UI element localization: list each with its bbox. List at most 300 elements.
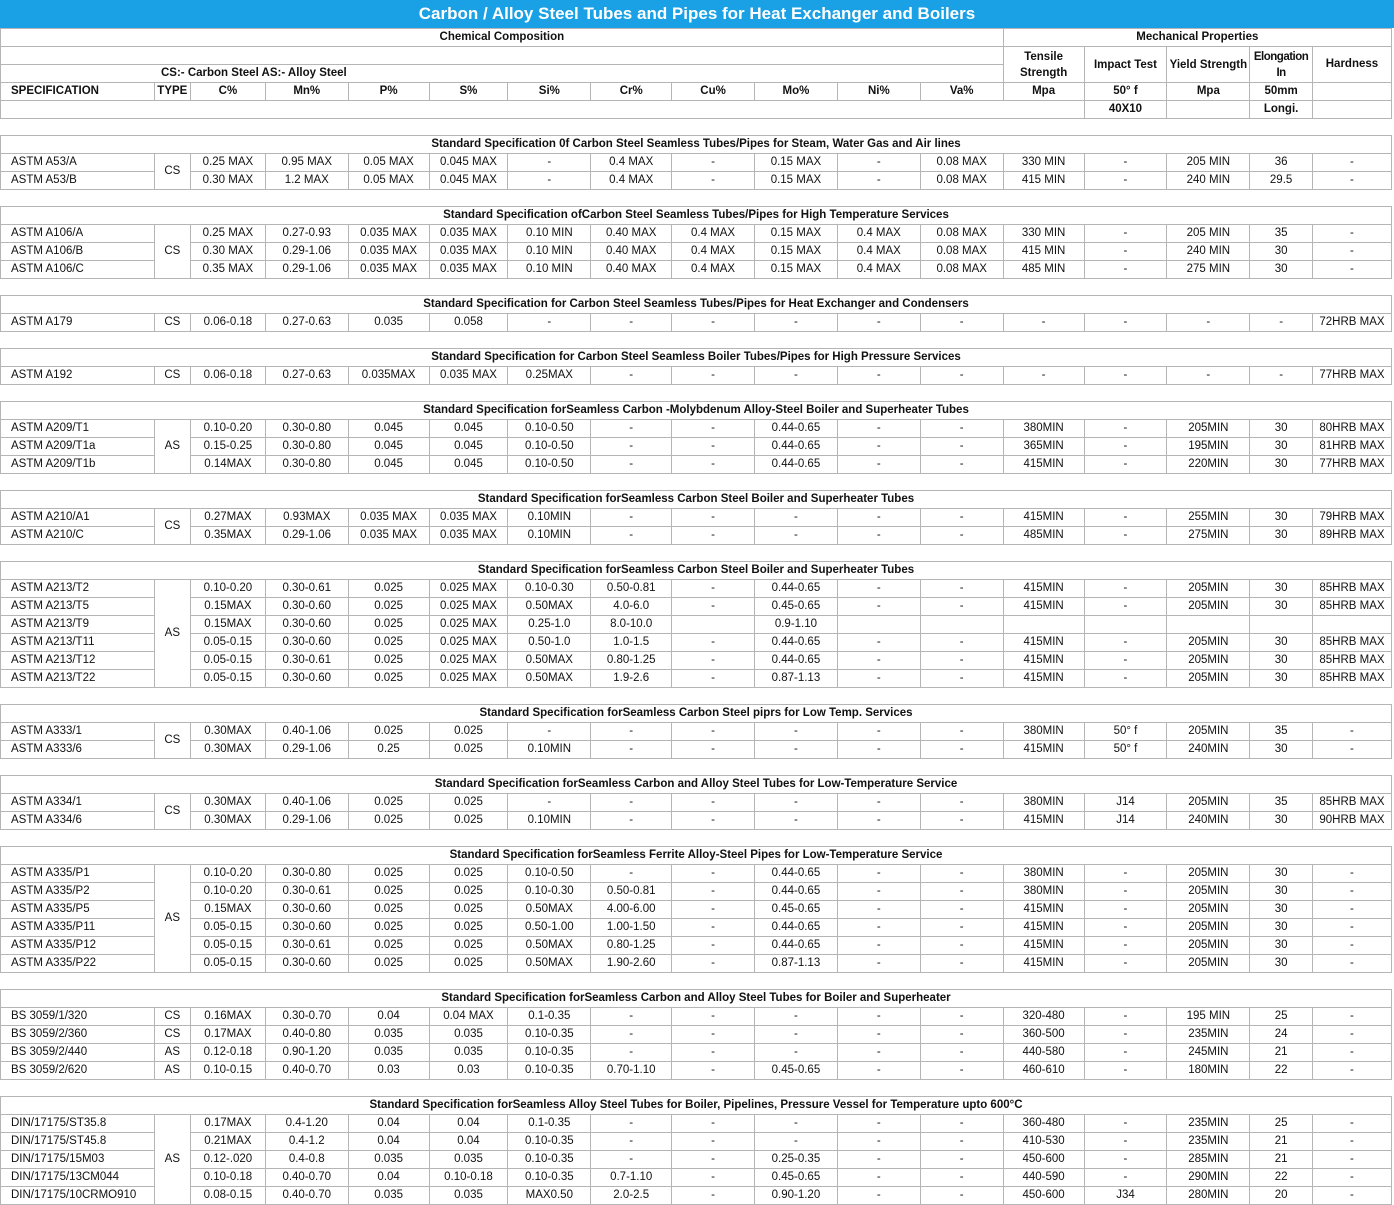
section-title: Standard Specification for Carbon Steel Seamless Boiler Tubes/Pipes for High Pressure Services — [1, 349, 1392, 367]
data-cell: - — [920, 1026, 1003, 1044]
data-cell: 0.29-1.06 — [265, 527, 348, 545]
data-cell: 4.0-6.0 — [591, 598, 672, 616]
data-cell: - — [920, 1044, 1003, 1062]
table-row — [1, 1044, 1392, 1062]
spec-name: ASTM A213/T2 — [1, 580, 155, 598]
data-cell: - — [1312, 172, 1391, 190]
data-cell: - — [920, 937, 1003, 955]
gap-cell — [1, 385, 1392, 402]
data-cell: - — [837, 937, 920, 955]
data-cell: - — [837, 527, 920, 545]
data-cell: 0.08 MAX — [920, 243, 1003, 261]
data-cell: - — [1312, 154, 1391, 172]
data-cell: 0.08 MAX — [920, 261, 1003, 279]
data-cell: 0.45-0.65 — [755, 1062, 838, 1080]
data-cell: 24 — [1250, 1026, 1313, 1044]
data-cell: - — [837, 580, 920, 598]
data-cell: 77HRB MAX — [1312, 367, 1391, 385]
data-cell: 0.025 MAX — [429, 652, 508, 670]
data-cell: - — [1084, 1151, 1167, 1169]
data-cell: - — [672, 1062, 755, 1080]
data-cell: 85HRB MAX — [1312, 598, 1391, 616]
data-cell: 30 — [1250, 598, 1313, 616]
data-cell: 0.15MAX — [191, 616, 266, 634]
data-cell: 0.10-0.18 — [429, 1169, 508, 1187]
data-cell: - — [591, 314, 672, 332]
data-cell: - — [1084, 865, 1167, 883]
data-cell: - — [1084, 243, 1167, 261]
data-cell: 320-480 — [1003, 1008, 1084, 1026]
data-cell: 0.35 MAX — [191, 261, 266, 279]
type-cell — [154, 314, 190, 332]
data-cell: - — [672, 865, 755, 883]
data-cell: - — [591, 1026, 672, 1044]
data-cell: 0.50-1.00 — [508, 919, 591, 937]
data-cell: - — [837, 670, 920, 688]
data-cell: - — [837, 741, 920, 759]
data-cell: 30 — [1250, 919, 1313, 937]
data-cell: 20 — [1250, 1187, 1313, 1205]
data-cell: 30 — [1250, 580, 1313, 598]
data-cell: - — [1084, 580, 1167, 598]
column-header: 50° f — [1084, 83, 1167, 101]
data-cell: - — [1312, 1115, 1391, 1133]
data-cell: 195MIN — [1167, 438, 1250, 456]
data-cell: 365MIN — [1003, 438, 1084, 456]
data-cell: 0.035 — [429, 1151, 508, 1169]
data-cell: - — [591, 1115, 672, 1133]
data-cell: - — [920, 865, 1003, 883]
section-title: Standard Specification forSeamless Alloy Steel Tubes for Boiler, Pipelines, Pressure Vessel for Temperature upto 600°C — [1, 1097, 1392, 1115]
data-cell: - — [672, 580, 755, 598]
column-header: Va% — [920, 83, 1003, 101]
data-cell: 0.15-0.25 — [191, 438, 266, 456]
data-cell: 0.04 — [348, 1169, 429, 1187]
data-cell: 0.045 — [429, 438, 508, 456]
data-cell: 290MIN — [1167, 1169, 1250, 1187]
data-cell: 0.90-1.20 — [755, 1187, 838, 1205]
data-cell: 0.4 MAX — [837, 243, 920, 261]
data-cell: 0.50MAX — [508, 937, 591, 955]
spec-name: DIN/17175/ST35.8 — [1, 1115, 155, 1133]
section-title-row — [1, 990, 1392, 1008]
data-cell: 0.025 — [429, 919, 508, 937]
data-cell: 0.10-0.35 — [508, 1044, 591, 1062]
data-cell: - — [508, 794, 591, 812]
data-cell: 0.30-0.60 — [265, 919, 348, 937]
data-cell: 0.10-0.30 — [508, 580, 591, 598]
data-cell: - — [672, 456, 755, 474]
data-cell: 205MIN — [1167, 901, 1250, 919]
data-cell: 4.00-6.00 — [591, 901, 672, 919]
table-row — [1, 723, 1392, 741]
data-cell: 0.035 MAX — [348, 261, 429, 279]
section-title-row — [1, 562, 1392, 580]
data-cell: 440-580 — [1003, 1044, 1084, 1062]
data-cell: 30 — [1250, 812, 1313, 830]
data-cell: 0.045 — [348, 420, 429, 438]
data-cell: 0.10-0.30 — [508, 883, 591, 901]
data-cell: - — [837, 1133, 920, 1151]
data-cell: - — [755, 1008, 838, 1026]
data-cell: - — [755, 794, 838, 812]
section-gap — [1, 119, 1392, 136]
data-cell: 0.05-0.15 — [191, 670, 266, 688]
data-cell: 0.70-1.10 — [591, 1062, 672, 1080]
data-cell: 0.29-1.06 — [265, 261, 348, 279]
column-header-spacer — [1312, 83, 1391, 101]
data-cell: 0.30-0.60 — [265, 901, 348, 919]
data-cell: 0.27-0.93 — [265, 225, 348, 243]
data-cell: - — [591, 1151, 672, 1169]
column-header: SPECIFICATION — [1, 83, 155, 101]
header-row-1 — [1, 29, 1392, 47]
data-cell: - — [920, 456, 1003, 474]
data-cell: 0.04 — [348, 1115, 429, 1133]
data-cell: 0.08-0.15 — [191, 1187, 266, 1205]
table-row — [1, 1026, 1392, 1044]
data-cell: CS — [154, 1008, 190, 1026]
data-cell: 0.44-0.65 — [755, 865, 838, 883]
section-title-row — [1, 847, 1392, 865]
data-cell: AS — [154, 1062, 190, 1080]
header-row-5 — [1, 101, 1392, 119]
data-cell: 415MIN — [1003, 741, 1084, 759]
data-cell: 0.50MAX — [508, 652, 591, 670]
type-label: AS — [164, 440, 180, 452]
tensile-strength-header: Tensile Strength — [1003, 47, 1084, 83]
data-cell: - — [1084, 1133, 1167, 1151]
gap-cell — [1, 973, 1392, 990]
column-header: TYPE — [154, 83, 190, 101]
data-cell: - — [672, 509, 755, 527]
data-cell: 0.03 — [429, 1062, 508, 1080]
data-cell: - — [591, 367, 672, 385]
data-cell: 0.035 MAX — [348, 509, 429, 527]
gap-cell — [1, 545, 1392, 562]
table-row — [1, 741, 1392, 759]
data-cell: 0.30-0.60 — [265, 598, 348, 616]
data-cell: 30 — [1250, 527, 1313, 545]
data-cell: 415MIN — [1003, 456, 1084, 474]
data-cell: 0.03 — [348, 1062, 429, 1080]
data-cell: 85HRB MAX — [1312, 580, 1391, 598]
data-cell: 0.025 — [348, 937, 429, 955]
section-title: Standard Specification ofCarbon Steel Seamless Tubes/Pipes for High Temperature Services — [1, 207, 1392, 225]
data-cell: 30 — [1250, 243, 1313, 261]
data-cell: 8.0-10.0 — [591, 616, 672, 634]
data-cell: - — [1003, 367, 1084, 385]
data-cell: 30 — [1250, 509, 1313, 527]
data-cell: - — [837, 598, 920, 616]
data-cell: 0.50-0.81 — [591, 580, 672, 598]
data-cell: - — [920, 634, 1003, 652]
data-cell: 0.06-0.18 — [191, 367, 266, 385]
data-cell: 235MIN — [1167, 1133, 1250, 1151]
data-cell: 0.4 MAX — [672, 243, 755, 261]
yield-strength-header: Yield Strength — [1167, 47, 1250, 83]
data-cell: - — [672, 598, 755, 616]
data-cell: 0.045 — [429, 456, 508, 474]
data-cell: 0.27-0.63 — [265, 367, 348, 385]
data-cell: 0.035MAX — [348, 367, 429, 385]
data-cell: 0.44-0.65 — [755, 420, 838, 438]
data-cell: 460-610 — [1003, 1062, 1084, 1080]
data-cell: - — [920, 1187, 1003, 1205]
data-cell: - — [1312, 937, 1391, 955]
data-cell: 205 MIN — [1167, 154, 1250, 172]
data-cell: 30 — [1250, 670, 1313, 688]
data-cell: 0.05-0.15 — [191, 919, 266, 937]
data-cell: 0.25 MAX — [191, 154, 266, 172]
data-cell: 415MIN — [1003, 901, 1084, 919]
data-cell: 85HRB MAX — [1312, 670, 1391, 688]
data-cell: 35 — [1250, 794, 1313, 812]
data-cell: 0.4 MAX — [837, 261, 920, 279]
data-cell: - — [837, 172, 920, 190]
data-cell — [672, 616, 755, 634]
data-cell: 0.10-0.35 — [508, 1062, 591, 1080]
data-cell: 380MIN — [1003, 420, 1084, 438]
data-cell: - — [672, 1133, 755, 1151]
spec-name: ASTM A213/T5 — [1, 598, 155, 616]
section-title-row — [1, 402, 1392, 420]
data-cell: - — [591, 527, 672, 545]
section-gap — [1, 688, 1392, 705]
data-cell: 275 MIN — [1167, 261, 1250, 279]
data-cell: 30 — [1250, 883, 1313, 901]
data-cell: 22 — [1250, 1062, 1313, 1080]
spec-name: ASTM A333/1 — [1, 723, 155, 741]
data-cell: - — [672, 527, 755, 545]
data-cell: 0.25 — [348, 741, 429, 759]
data-cell: 485 MIN — [1003, 261, 1084, 279]
section-gap — [1, 332, 1392, 349]
data-cell: - — [920, 883, 1003, 901]
data-cell: - — [1312, 261, 1391, 279]
data-cell: 0.10-0.50 — [508, 420, 591, 438]
impact-size-label: 40X10 — [1084, 101, 1167, 119]
data-cell: 0.40-1.06 — [265, 723, 348, 741]
data-cell: 205MIN — [1167, 580, 1250, 598]
data-cell: 0.17MAX — [191, 1115, 266, 1133]
data-cell: 240 MIN — [1167, 172, 1250, 190]
spec-name: ASTM A334/1 — [1, 794, 155, 812]
data-cell: 0.025 — [429, 901, 508, 919]
data-cell: - — [920, 1151, 1003, 1169]
data-cell: 0.025 — [348, 865, 429, 883]
type-legend: CS:- Carbon Steel AS:- Alloy Steel — [1, 65, 1004, 83]
data-cell: - — [837, 420, 920, 438]
type-label: AS — [164, 627, 180, 639]
data-cell: 0.06-0.18 — [191, 314, 266, 332]
data-cell: J34 — [1084, 1187, 1167, 1205]
data-cell: - — [920, 919, 1003, 937]
data-cell: 0.15 MAX — [755, 243, 838, 261]
data-cell: 0.25MAX — [508, 367, 591, 385]
type-label: CS — [164, 369, 181, 381]
spec-name: ASTM A334/6 — [1, 812, 155, 830]
elongation-direction-label: Longi. — [1250, 101, 1313, 119]
data-cell: 0.4 MAX — [672, 261, 755, 279]
data-cell: 0.12-0.18 — [191, 1044, 266, 1062]
data-cell: - — [837, 1044, 920, 1062]
section-title-row — [1, 1097, 1392, 1115]
data-cell: 0.025 MAX — [429, 616, 508, 634]
column-header: C% — [191, 83, 266, 101]
data-cell: 0.05-0.15 — [191, 937, 266, 955]
section-title: Standard Specification forSeamless Ferrite Alloy-Steel Pipes for Low-Temperature Service — [1, 847, 1392, 865]
table-row — [1, 1115, 1392, 1133]
data-cell: - — [1084, 652, 1167, 670]
type-label: CS — [164, 165, 181, 177]
data-cell: 380MIN — [1003, 865, 1084, 883]
column-header: Si% — [508, 83, 591, 101]
data-cell: - — [1084, 456, 1167, 474]
data-cell: 0.44-0.65 — [755, 438, 838, 456]
data-cell: 0.025 — [348, 634, 429, 652]
data-cell: 0.4 MAX — [837, 225, 920, 243]
data-cell: 0.05-0.15 — [191, 652, 266, 670]
table-row — [1, 367, 1392, 385]
data-cell: 0.025 — [348, 616, 429, 634]
data-cell: - — [1084, 367, 1167, 385]
data-cell: 0.44-0.65 — [755, 580, 838, 598]
type-cell — [154, 580, 190, 688]
data-cell: - — [1084, 154, 1167, 172]
data-cell: 0.10-0.50 — [508, 456, 591, 474]
data-cell: - — [1084, 1062, 1167, 1080]
column-header: P% — [348, 83, 429, 101]
data-cell: - — [920, 527, 1003, 545]
type-label: CS — [164, 520, 181, 532]
table-row — [1, 527, 1392, 545]
spec-name: ASTM A106/A — [1, 225, 155, 243]
data-cell: - — [1312, 919, 1391, 937]
data-cell: - — [672, 1026, 755, 1044]
data-cell: 0.30MAX — [191, 794, 266, 812]
data-cell: 35 — [1250, 723, 1313, 741]
data-cell: J14 — [1084, 794, 1167, 812]
data-cell: - — [920, 955, 1003, 973]
data-cell: - — [1084, 1115, 1167, 1133]
data-cell: - — [837, 438, 920, 456]
data-cell: - — [591, 794, 672, 812]
table-row — [1, 261, 1392, 279]
data-cell: J14 — [1084, 812, 1167, 830]
type-cell — [154, 1115, 190, 1205]
type-label: AS — [164, 912, 180, 924]
table-row — [1, 937, 1392, 955]
data-cell: 0.4 MAX — [672, 225, 755, 243]
data-cell: - — [1084, 509, 1167, 527]
spec-name: DIN/17175/15M03 — [1, 1151, 155, 1169]
data-cell: 205MIN — [1167, 670, 1250, 688]
table-row — [1, 172, 1392, 190]
data-cell: 50° f — [1084, 723, 1167, 741]
table-row — [1, 1169, 1392, 1187]
section-title: Standard Specification for Carbon Steel Seamless Tubes/Pipes for Heat Exchanger and Condensers — [1, 296, 1392, 314]
data-cell: - — [672, 1044, 755, 1062]
data-cell: 0.035 — [429, 1187, 508, 1205]
data-cell: 0.4 MAX — [591, 154, 672, 172]
data-cell: 0.035 MAX — [348, 225, 429, 243]
data-cell: 0.05 MAX — [348, 154, 429, 172]
data-cell: 0.30-0.60 — [265, 670, 348, 688]
data-cell: - — [1312, 1151, 1391, 1169]
data-cell: 0.10-0.18 — [191, 1169, 266, 1187]
data-cell: 25 — [1250, 1115, 1313, 1133]
column-header: S% — [429, 83, 508, 101]
data-cell: 0.035 MAX — [429, 509, 508, 527]
data-cell: 0.27MAX — [191, 509, 266, 527]
type-cell — [154, 420, 190, 474]
data-cell: - — [672, 794, 755, 812]
data-cell: 0.9-1.10 — [755, 616, 838, 634]
spec-name: ASTM A192 — [1, 367, 155, 385]
data-cell: 0.4-1.2 — [265, 1133, 348, 1151]
section-title-row — [1, 776, 1392, 794]
table-row — [1, 1008, 1392, 1026]
data-cell: 0.87-1.13 — [755, 670, 838, 688]
data-cell: 415MIN — [1003, 812, 1084, 830]
data-cell: 205MIN — [1167, 865, 1250, 883]
data-cell: - — [837, 1062, 920, 1080]
data-cell: - — [591, 509, 672, 527]
gap-cell — [1, 279, 1392, 296]
data-cell: - — [1312, 865, 1391, 883]
data-cell: 0.05 MAX — [348, 172, 429, 190]
data-cell: 205MIN — [1167, 883, 1250, 901]
type-label: CS — [164, 734, 181, 746]
data-cell: 1.90-2.60 — [591, 955, 672, 973]
data-cell: 205MIN — [1167, 794, 1250, 812]
data-cell: 0.05-0.15 — [191, 634, 266, 652]
type-label: CS — [164, 805, 181, 817]
data-cell: 21 — [1250, 1044, 1313, 1062]
data-cell: 0.45-0.65 — [755, 901, 838, 919]
spec-name: ASTM A210/A1 — [1, 509, 155, 527]
data-cell: 0.30 MAX — [191, 243, 266, 261]
table-row — [1, 616, 1392, 634]
data-cell: 0.30MAX — [191, 812, 266, 830]
data-cell: 205MIN — [1167, 420, 1250, 438]
data-cell: 0.025 — [429, 865, 508, 883]
type-label: CS — [164, 245, 181, 257]
data-cell: - — [1084, 901, 1167, 919]
data-cell: 36 — [1250, 154, 1313, 172]
data-cell: - — [837, 901, 920, 919]
data-cell: - — [1084, 937, 1167, 955]
data-cell: 0.025 MAX — [429, 598, 508, 616]
data-cell: 180MIN — [1167, 1062, 1250, 1080]
data-cell: - — [755, 741, 838, 759]
data-cell: - — [672, 367, 755, 385]
data-cell: 0.40-0.70 — [265, 1187, 348, 1205]
column-header: Mo% — [755, 83, 838, 101]
data-cell: 0.025 — [348, 812, 429, 830]
data-cell: 30 — [1250, 865, 1313, 883]
section-gap — [1, 385, 1392, 402]
data-cell: 0.04 — [348, 1008, 429, 1026]
data-cell: - — [837, 1115, 920, 1133]
data-cell: 0.45-0.65 — [755, 598, 838, 616]
data-cell: 0.30-0.80 — [265, 438, 348, 456]
data-cell: 0.30-0.60 — [265, 616, 348, 634]
data-cell: - — [1250, 367, 1313, 385]
data-cell: 0.035 MAX — [348, 527, 429, 545]
section-gap — [1, 279, 1392, 296]
